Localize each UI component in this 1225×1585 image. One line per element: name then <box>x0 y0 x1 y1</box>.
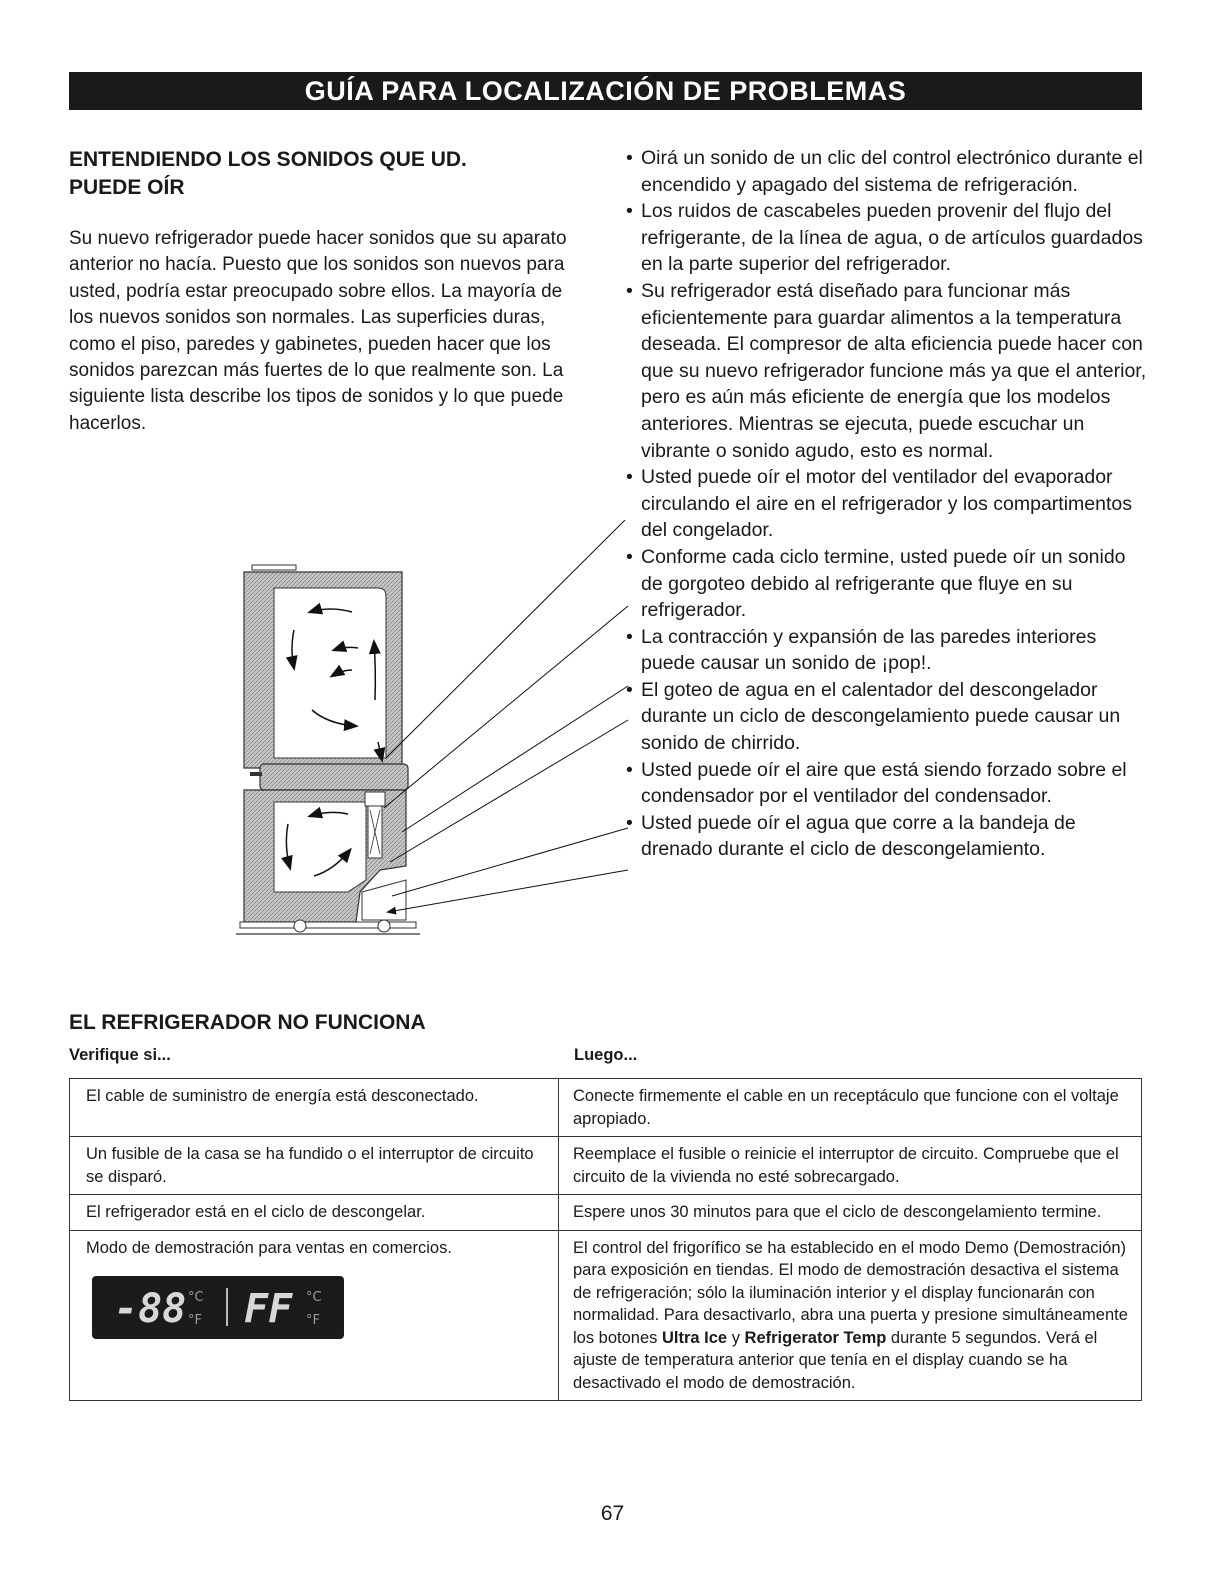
bullet-icon: • <box>626 147 633 169</box>
bullet-icon: • <box>626 200 633 223</box>
page-banner-title: GUÍA PARA LOCALIZACIÓN DE PROBLEMAS <box>69 72 1142 110</box>
column-header-check: Verifique si... <box>69 1046 171 1064</box>
table-cell-then: El control del frigorífico se ha establecido en el modo Demo (Demostración) para exposición en tiendas. El modo de demostración desactiva el sistema de refrigeración; sólo la iluminación interior y el display funcionarán con normalidad. Para desactivarlo, abra una puerta y presione simultáneamente los botones Ultra Ice y Refrigerator Temp durante 5 segundos. Verá el ajuste de temperatura anterior que tenía en el display cuando se ha desactivado el modo de demostración. <box>559 1230 1142 1401</box>
table-row <box>70 1195 1142 1231</box>
table-cell-then: Espere unos 30 minutos para que el ciclo de descongelamiento termine. <box>559 1195 1142 1231</box>
bullet-icon: • <box>626 758 633 781</box>
intro-paragraph: Su nuevo refrigerador puede hacer sonidos que su aparato anterior no hacía. Puesto que los sonidos son nuevos para usted, podría estar preocupado sobre ellos. La mayoría de los nuevos sonidos son normales. Las superficies duras, como el piso, paredes y gabinetes, pueden hacer que los sonidos parezcan más fuertes de lo que realmente son. La siguiente lista describe los tipos de sonidos y lo que puede hacerlos. <box>69 228 567 434</box>
lcd-unit-c-left: °C <box>188 1290 204 1305</box>
section-heading-not-working: EL REFRIGERADOR NO FUNCIONA <box>69 1011 426 1034</box>
section-heading-sounds-line2: PUEDE OÍR <box>69 176 185 199</box>
table-cell-check: El cable de suministro de energía está desconectado. <box>70 1079 559 1137</box>
page-number: 67 <box>600 1502 625 1525</box>
demo-mode-label: Modo de demostración para ventas en comercios. <box>86 1238 452 1257</box>
section-heading-sounds-line1: ENTENDIENDO LOS SONIDOS QUE UD. <box>69 148 467 171</box>
list-item: • El goteo de agua en el calentador del descongelador durante un ciclo de descongelamiento puede causar un sonido de chirrido. <box>626 678 1121 755</box>
table-row <box>70 1230 1142 1401</box>
table-cell-check: El refrigerador está en el ciclo de descongelar. <box>70 1195 559 1231</box>
lcd-display <box>92 1276 344 1339</box>
list-item: • Conforme cada ciclo termine, usted puede oír un sonido de gorgoteo debido al refrigerante que fluye en su refrigerador. <box>626 545 1126 622</box>
table-cell-check: Un fusible de la casa se ha fundido o el interruptor de circuito se disparó. <box>70 1137 559 1195</box>
table-cell-then: Reemplace el fusible o reinicie el interruptor de circuito. Compruebe que el circuito de la vivienda no esté sobrecargado. <box>559 1137 1142 1195</box>
column-header-then: Luego... <box>574 1046 638 1064</box>
bullet-icon: • <box>626 279 633 302</box>
ultra-ice-label: Ultra Ice <box>661 1328 728 1347</box>
list-item: • Oirá un sonido de un clic del control electrónico durante el encendido y apagado del sistema de refrigeración. <box>626 147 1143 196</box>
bullet-icon: • <box>626 466 633 489</box>
lcd-left-value: -88 <box>114 1286 187 1332</box>
bullet-icon: • <box>626 811 633 834</box>
lcd-divider <box>226 1288 228 1326</box>
refrigerator-diagram <box>230 520 630 950</box>
refrigerator-temp-label: Refrigerator Temp <box>744 1328 887 1347</box>
list-item: • Usted puede oír el motor del ventilador del evaporador circulando el aire en el refrigerador y los compartimentos del congelador. <box>626 466 1132 542</box>
lcd-unit-c-right: °C <box>306 1290 322 1305</box>
list-item: • La contracción y expansión de las paredes interiores puede causar un sonido de ¡pop!. <box>626 625 1097 675</box>
lcd-display-graphic <box>92 1276 344 1339</box>
list-item: • Usted puede oír el aire que está siendo forzado sobre el condensador por el ventilador del condensador. <box>626 758 1127 808</box>
troubleshooting-table <box>69 1078 1142 1401</box>
lcd-unit-f-right: °F <box>306 1313 320 1328</box>
bullet-icon: • <box>626 625 633 648</box>
list-item: • Los ruidos de cascabeles pueden provenir del flujo del refrigerante, de la línea de agua, o de artículos guardados en la parte superior del refrigerador. <box>626 200 1143 276</box>
lcd-unit-f-left: °F <box>188 1313 202 1328</box>
table-row <box>70 1137 1142 1195</box>
sound-list <box>622 145 1152 863</box>
list-item: • Su refrigerador está diseñado para funcionar más eficientemente para guardar alimentos a la temperatura deseada. El compresor de alta eficiencia puede hacer con que su nuevo refrigerador funcione más ya que el anterior, pero es aún más eficiente de energía que los modelos anteriores. Mientras se ejecuta, puede escuchar un vibrante o sonido agudo, esto es normal. <box>626 279 1147 462</box>
bullet-icon: • <box>626 678 633 701</box>
bullet-icon: • <box>626 545 633 568</box>
table-cell-check <box>70 1230 559 1401</box>
lcd-right-value: FF <box>244 1286 293 1332</box>
list-item: • Usted puede oír el agua que corre a la bandeja de drenado durante el ciclo de descongelamiento. <box>626 811 1076 861</box>
table-cell-then: Conecte firmemente el cable en un receptáculo que funcione con el voltaje apropiado. <box>559 1079 1142 1137</box>
table-row <box>70 1079 1142 1137</box>
